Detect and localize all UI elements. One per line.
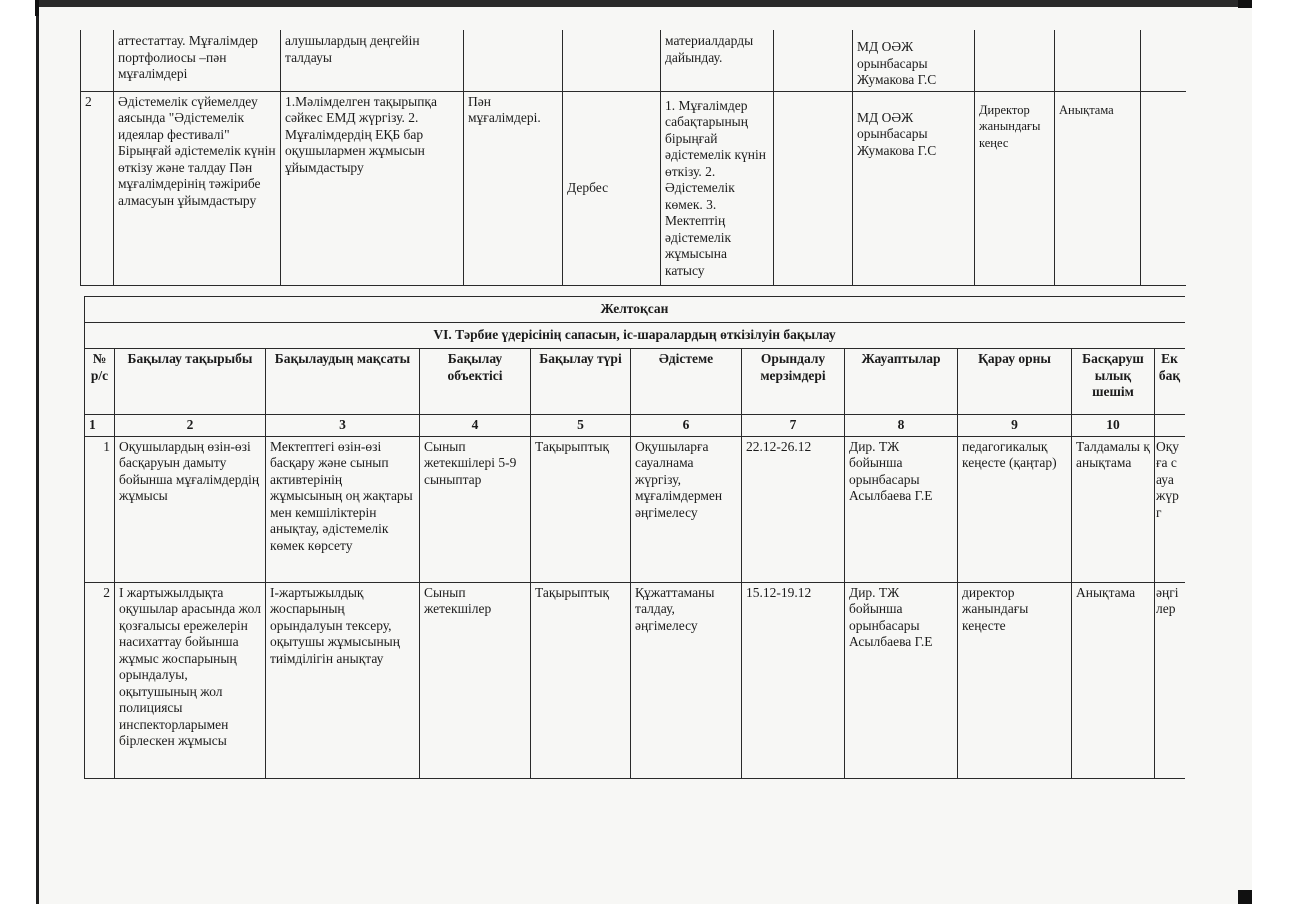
control-term: 22.12-26.12: [742, 436, 845, 582]
header-method: Әдістеме: [631, 349, 742, 415]
scan-left-edge: [36, 6, 39, 904]
control-type: Дербес: [563, 91, 661, 285]
control-term: [774, 91, 853, 285]
control-object: Сынып жетекшілері 5-9 сыныптар: [420, 436, 531, 582]
control-decision: Анықтама: [1072, 582, 1155, 778]
control-topic: І жартыжылдықта оқушылар арасында жол қозғалысы ережелерін насихаттау бойынша жұмыс жоспарының орындалуы, оқытушының жол полициясы инспекторларымен бірлескен жұмысы: [115, 582, 266, 778]
header-type: Бақылау түрі: [531, 349, 631, 415]
control-topic: Оқушылардың өзін-өзі басқаруын дамыту бойынша мұғалімдердің жұмысы: [115, 436, 266, 582]
header-place: Қарау орны: [958, 349, 1072, 415]
month-row: [85, 297, 1185, 323]
col-number: 2: [115, 415, 266, 437]
table-row: [85, 582, 1185, 778]
col-number: 4: [420, 415, 531, 437]
col-number: 1: [85, 415, 115, 437]
scan-corner-mark: [1238, 890, 1252, 904]
control-type: Тақырыптық: [531, 582, 631, 778]
row-number: [81, 31, 114, 92]
table-row: [81, 91, 1186, 285]
control-responsible: МД ОӘЖ орынбасары Жумакова Г.С: [853, 31, 975, 92]
scan-corner-mark: [1238, 0, 1252, 8]
control-place: директор жанындағы кеңесте: [958, 582, 1072, 778]
control-type: [563, 31, 661, 92]
col-number: 6: [631, 415, 742, 437]
control-purpose: І-жартыжылдық жоспарының орындалуын тексеру, оқытушы жұмысының тиімділігін анықтау: [266, 582, 420, 778]
section-title: VI. Тәрбие үдерісінің сапасын, іс-шаралардың өткізілуін бақылау: [85, 323, 1185, 349]
row-number: 2: [81, 91, 114, 285]
col-number: 3: [266, 415, 420, 437]
col-number: 9: [958, 415, 1072, 437]
control-type: Тақырыптық: [531, 436, 631, 582]
control-object: Сынып жетекшілер: [420, 582, 531, 778]
control-method: материалдарды дайындау.: [661, 31, 774, 92]
control-responsible: Дир. ТЖ бойынша орынбасары Асылбаева Г.Е: [845, 436, 958, 582]
control-extra: әңгі лер: [1155, 582, 1185, 778]
header-row: [85, 349, 1185, 415]
control-topic: Әдістемелік сүйемелдеу аясында "Әдістемелік идеялар фестивалі" Бірыңғай әдістемелік күнін өткізу және талдау Пән мұғалімдерінің тәжірибе алмасуын ұйымдастыру: [114, 91, 281, 285]
control-method: Оқушыларға сауалнама жүргізу, мұғалімдермен әңгімелесу: [631, 436, 742, 582]
header-responsible: Жауаптылар: [845, 349, 958, 415]
header-term: Орындалу мерзімдері: [742, 349, 845, 415]
control-topic: аттестаттау. Мұғалімдер портфолиосы –пән мұғалімдері: [114, 31, 281, 92]
control-decision: Анықтама: [1055, 91, 1141, 285]
row-number: 2: [85, 582, 115, 778]
control-place: педагогикалық кеңесте (қаңтар): [958, 436, 1072, 582]
control-extra: Оқу ға сауа жүрг: [1155, 436, 1185, 582]
control-responsible: Дир. ТЖ бойынша орынбасары Асылбаева Г.Е: [845, 582, 958, 778]
header-topic: Бақылау тақырыбы: [115, 349, 266, 415]
control-method: Құжаттаманы талдау, әңгімелесу: [631, 582, 742, 778]
control-place: [975, 31, 1055, 92]
control-term: [774, 31, 853, 92]
col-number: 5: [531, 415, 631, 437]
header-num: № р/с: [85, 349, 115, 415]
december-control-table: [84, 296, 1185, 779]
table-row: [81, 31, 1186, 92]
control-object: Пән мұғалімдері.: [464, 91, 563, 285]
control-purpose: 1.Мәлімделген тақырыпқа сәйкес ЕМД жүргізу. 2. Мұғалімдердің ЕҚБ бар оқушылармен жұмысын ұйымдастыру: [281, 91, 464, 285]
control-term: 15.12-19.12: [742, 582, 845, 778]
control-place: Директор жанындағы кеңес: [975, 91, 1055, 285]
header-extra: Ек бақ: [1155, 349, 1185, 415]
control-decision: [1055, 31, 1141, 92]
col-number: [1155, 415, 1185, 437]
scan-right-margin: [1252, 0, 1290, 904]
control-purpose: алушылардың деңгейін талдауы: [281, 31, 464, 92]
table-row: [85, 436, 1185, 582]
header-object: Бақылау объектісі: [420, 349, 531, 415]
control-purpose: Мектептегі өзін-өзі басқару және сынып активтерінің жұмысының оң жақтары мен кемшіліктерін анықтау, әдістемелік көмек көрсету: [266, 436, 420, 582]
scan-left-margin: [0, 0, 38, 904]
scan-corner-mark: [35, 0, 39, 16]
header-decision: Басқаруш ылық шешім: [1072, 349, 1155, 415]
control-decision: Талдамалы қ анықтама: [1072, 436, 1155, 582]
header-purpose: Бақылаудың мақсаты: [266, 349, 420, 415]
col-number: 8: [845, 415, 958, 437]
col-number: 10: [1072, 415, 1155, 437]
column-number-row: [85, 415, 1185, 437]
scan-top-edge: [36, 0, 1250, 7]
control-method: 1. Мұғалімдер сабақтарының бірыңғай әдістемелік күнін өткізу. 2. Әдістемелік көмек. 3. Мектептің әдістемелік жұмысына катысу: [661, 91, 774, 285]
control-object: [464, 31, 563, 92]
control-responsible: МД ОӘЖ орынбасары Жумакова Г.С: [853, 91, 975, 285]
section-row: [85, 323, 1185, 349]
previous-month-table: [80, 30, 1186, 286]
row-number: 1: [85, 436, 115, 582]
month-title: Желтоқсан: [85, 297, 1185, 323]
col-number: 7: [742, 415, 845, 437]
